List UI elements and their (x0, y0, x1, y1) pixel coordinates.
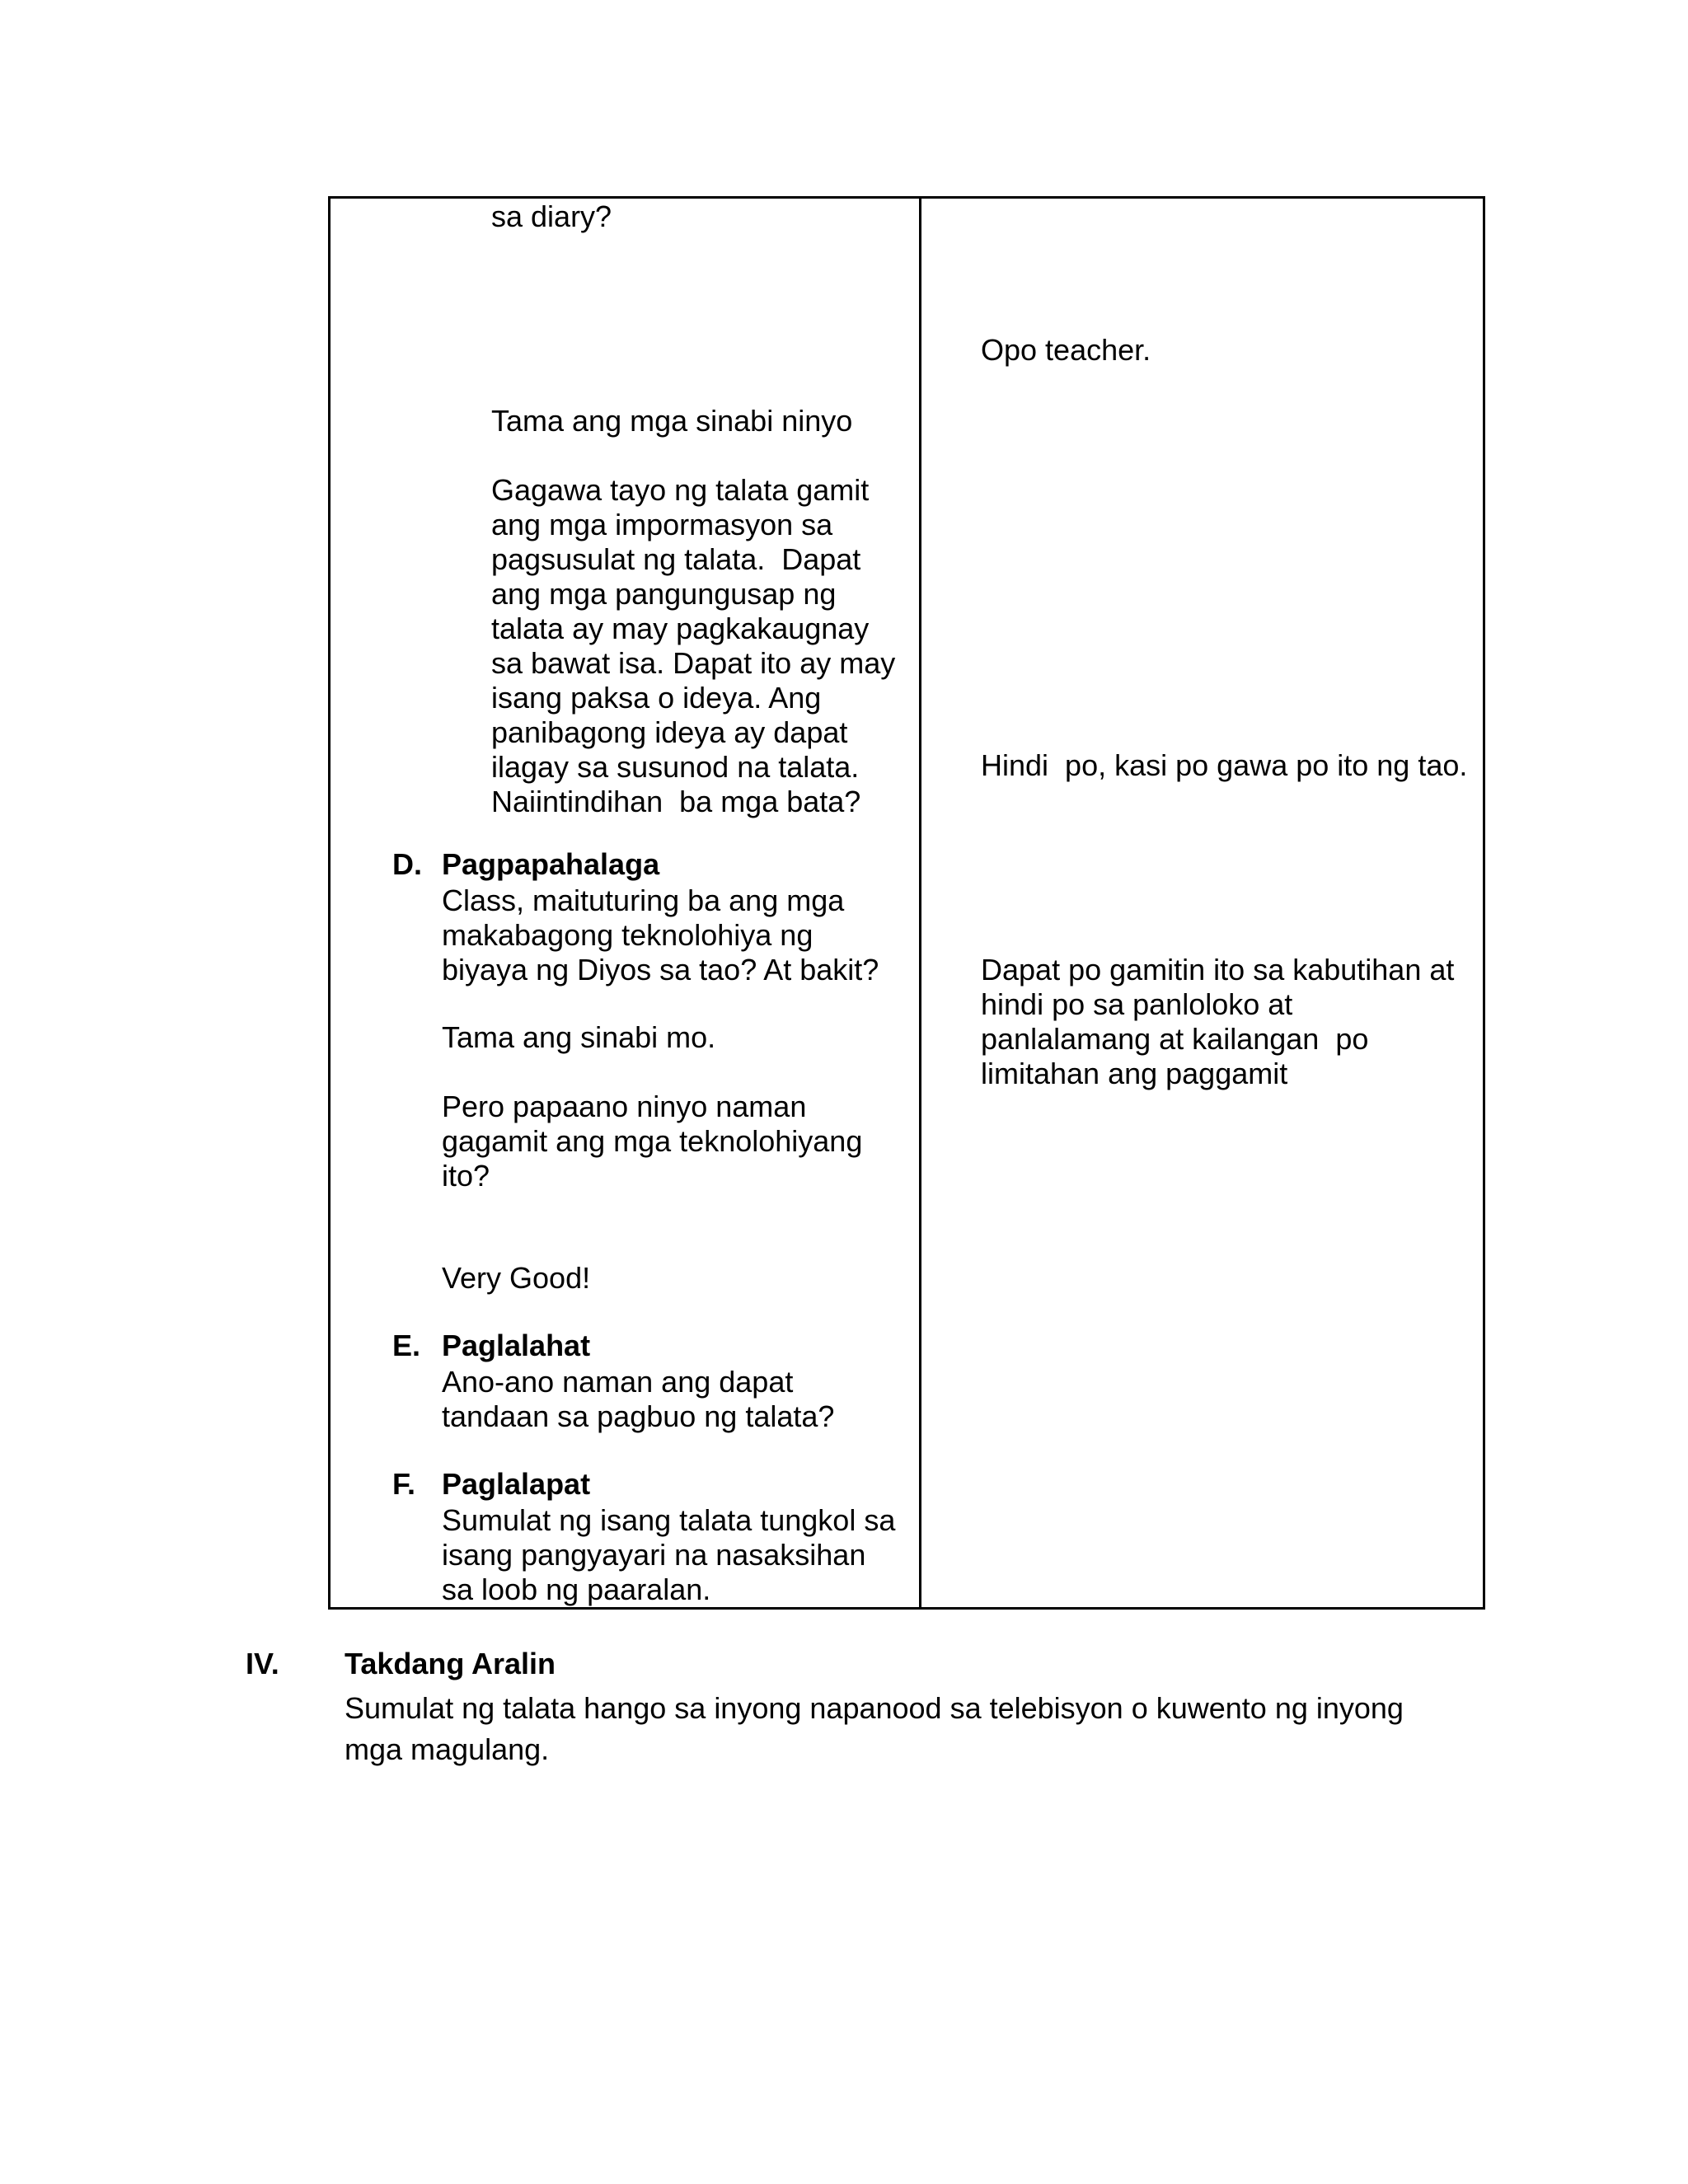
response-dapat-line: limitahan ang paggamit (981, 1057, 1288, 1090)
section-f-letter: F. (392, 1467, 416, 1501)
section-e-title: Paglalahat (442, 1329, 591, 1362)
section-e-line: tandaan sa pagbuo ng talata? (442, 1399, 835, 1433)
response-dapat-line: hindi po sa panloloko at (981, 987, 1293, 1021)
homework-title: Takdang Aralin (345, 1647, 556, 1680)
section-d-title: Pagpapahalaga (442, 847, 660, 881)
section-d-question (442, 883, 879, 987)
gagawa-line: isang paksa o ideya. Ang (491, 681, 822, 715)
section-f-line: isang pangyayari na nasaksihan (442, 1538, 866, 1572)
tama-mo-text: Tama ang sinabi mo. (442, 1020, 716, 1054)
pero-line: ito? (442, 1159, 490, 1193)
section-e-letter: E. (392, 1329, 421, 1362)
gagawa-line: pagsusulat ng talata. Dapat (491, 542, 861, 576)
section-d-letter: D. (392, 847, 422, 881)
diary-continuation: sa diary? (491, 199, 612, 233)
question-line: makabagong teknolohiya ng (442, 918, 814, 952)
gagawa-paragraph (491, 473, 895, 819)
pero-line: Pero papaano ninyo naman (442, 1090, 807, 1123)
pero-paragraph (442, 1090, 862, 1193)
section-f-line: sa loob ng paaralan. (442, 1572, 711, 1606)
column-divider (919, 199, 921, 1607)
gagawa-line: panibagong ideya ay dapat (491, 715, 848, 749)
response-dapat (981, 953, 1454, 1091)
gagawa-line: ilagay sa susunod na talata. (491, 750, 860, 784)
very-good-text: Very Good! (442, 1261, 591, 1295)
gagawa-line: ang mga impormasyon sa (491, 508, 833, 541)
section-e-text (442, 1365, 834, 1434)
response-dapat-line: panlalamang at kailangan po (981, 1022, 1369, 1056)
section-e-line: Ano-ano naman ang dapat (442, 1365, 794, 1399)
section-f-text (442, 1503, 895, 1607)
homework-roman-numeral: IV. (246, 1647, 279, 1680)
response-dapat-line: Dapat po gamitin ito sa kabutihan at (981, 953, 1455, 987)
section-f-line: Sumulat ng isang talata tungkol sa (442, 1503, 896, 1537)
section-f-title: Paglalapat (442, 1467, 591, 1501)
gagawa-line: sa bawat isa. Dapat ito ay may (491, 646, 896, 680)
gagawa-line: Gagawa tayo ng talata gamit (491, 473, 870, 507)
response-opo: Opo teacher. (981, 333, 1151, 367)
gagawa-line: ang mga pangungusap ng (491, 577, 837, 611)
homework-body: Sumulat ng talata hango sa inyong napanood sa telebisyon o kuwento ng inyong mga magulang. (345, 1691, 1404, 1766)
question-line: biyaya ng Diyos sa tao? At bakit? (442, 953, 879, 987)
gagawa-line: Naiintindihan ba mga bata? (491, 785, 861, 818)
tama-ninyo-text: Tama ang mga sinabi ninyo (491, 404, 853, 438)
question-line: Class, maituturing ba ang mga (442, 883, 845, 917)
gagawa-line: talata ay may pagkakaugnay (491, 612, 870, 645)
response-hindi: Hindi po, kasi po gawa po ito ng tao. (981, 748, 1468, 782)
pero-line: gagamit ang mga teknolohiyang (442, 1124, 863, 1158)
